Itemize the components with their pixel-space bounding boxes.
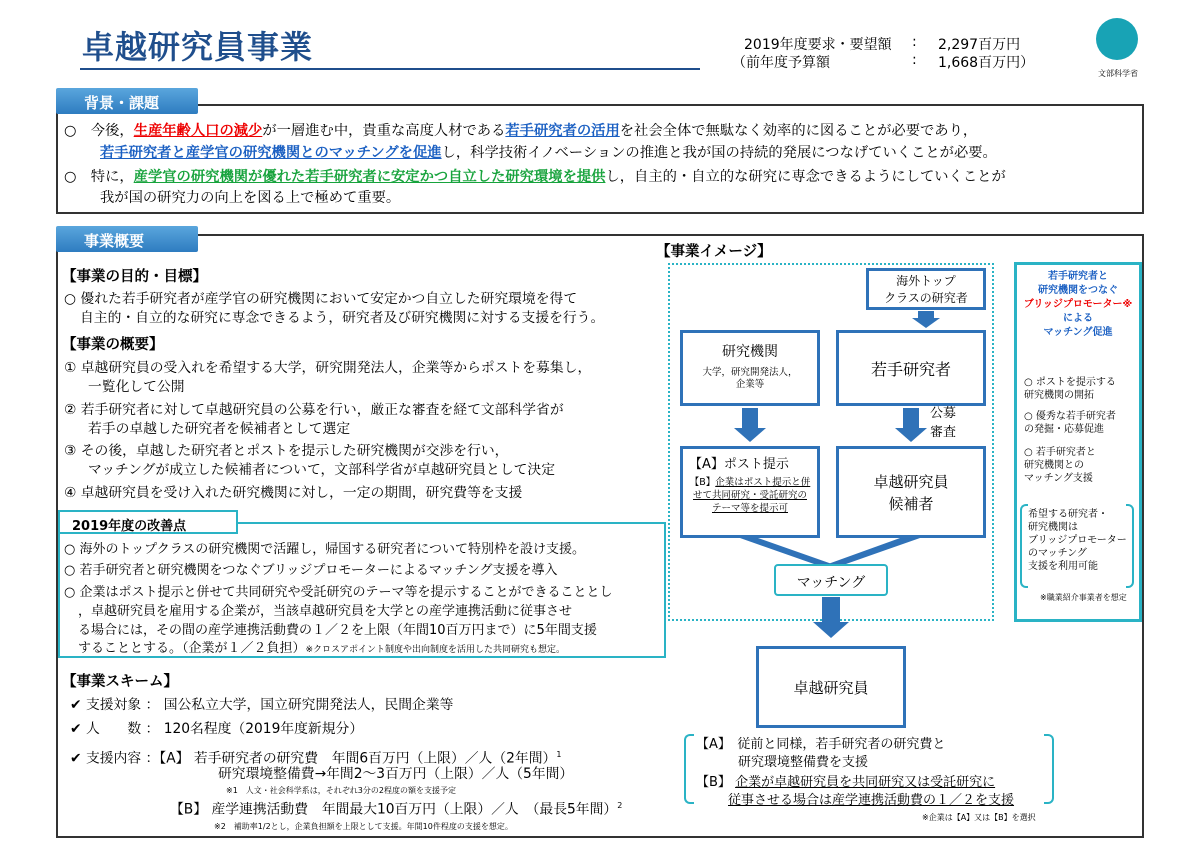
institution-box: 研究機関 大学，研究開発法人， 企業等	[680, 330, 820, 406]
summary-4: ④ 卓越研究員を受け入れた研究機関に対し，一定の期間，研究費等を支援	[64, 485, 523, 501]
background-line-3: ○ 特に，産学官の研究機関が優れた若手研究者に安定かつ自立した研究環境を提供し，自主的・自立的な研究に専念できるようにしていくことが	[64, 169, 1006, 185]
candidate-box: 卓越研究員 候補者	[836, 446, 986, 538]
overview-tab: 事業概要	[56, 226, 198, 252]
bridge-note: ※職業紹介事業者を想定	[1040, 593, 1127, 602]
young-researcher-box: 若手研究者	[836, 330, 986, 406]
check-icon: ✔	[70, 750, 82, 767]
improve-3a: ○ 企業はポスト提示と併せて共同研究や受託研究のテーマ等を提示することができることとし	[64, 585, 613, 600]
bridge-heading: 若手研究者と 研究機関をつなぐ ブリッジプロモーター※ による マッチング促進	[1023, 271, 1133, 338]
page-title: 卓越研究員事業	[82, 28, 314, 66]
prev-label: （前年度予算額	[732, 55, 830, 71]
scheme-note-2: ※2 補助率1/2とし，企業負担額を上限として支援。年間10件程度の支援を想定。	[214, 822, 513, 831]
overseas-box: 海外トップ クラスの研究者	[866, 268, 986, 310]
merge-left-arrow	[740, 538, 832, 564]
summary-2b: 若手の卓越した研究者を候補者として選定	[88, 421, 351, 437]
check-icon: ✔	[70, 721, 82, 737]
matching-arrow-icon	[813, 622, 849, 638]
matching-arrow-shaft	[822, 597, 840, 623]
summary-3b: マッチングが成立した候補者について，文部科学省が卓越研究員として決定	[88, 462, 556, 478]
summary-heading: 【事業の概要】	[62, 337, 164, 353]
note-bracket-left	[684, 734, 694, 804]
final-researcher-box: 卓越研究員	[756, 646, 906, 728]
post-box: 【A】ポスト提示 【B】企業はポスト提示と併せて共同研究・受託研究のテーマ等を提示可	[680, 446, 820, 538]
note-bracket-right	[1044, 734, 1054, 804]
bridge-bullet-2: ○ 優秀な若手研究者 の発掘・応募促進	[1024, 411, 1116, 435]
young-arrow-shaft	[903, 408, 919, 428]
request-label: 2019年度要求・要望額	[744, 37, 892, 53]
scheme-note-1: ※1 人文・社会科学系は，それぞれ3分の2程度の額を支援予定	[226, 786, 456, 795]
summary-1a: ① 卓越研究員の受入れを希望する大学，研究開発法人，企業等からポストを募集し，	[64, 360, 592, 376]
ministry-name: 文部科学省	[1098, 69, 1138, 78]
prev-amount: 1,668百万円）	[938, 55, 1035, 71]
overseas-arrow-icon	[912, 318, 940, 328]
inst-arrow-icon	[734, 428, 766, 442]
summary-1b: 一覧化して公開	[88, 379, 185, 395]
improve-2: ○ 若手研究者と研究機関をつなぐブリッジプロモーターによるマッチング支援を導入	[64, 563, 558, 578]
scheme-support-a2: 研究環境整備費→年間2～3百万円（上限）／人（5年間）	[218, 766, 574, 782]
scheme-target: ✔ 支援対象 ： 国公私立大学，国立研究開発法人，民間企業等	[70, 697, 454, 713]
ministry-logo-icon	[1096, 18, 1138, 60]
summary-2a: ② 若手研究者に対して卓越研究員の公募を行い，厳正な審査を経て文部科学省が	[64, 402, 564, 418]
bridge-inner-bracket-right	[1126, 504, 1134, 588]
improve-3b: ，卓越研究員を雇用する企業が，当該卓越研究員を大学との産学連携活動に従事させ	[78, 604, 573, 619]
final-note-a2: 研究環境整備費を支援	[738, 755, 869, 770]
prev-colon: :	[912, 52, 917, 68]
inst-arrow-shaft	[742, 408, 758, 428]
final-note-choice: ※企業は【A】又は【B】を選択	[922, 813, 1036, 822]
title-underline	[80, 68, 700, 70]
bridge-bullet-3: ○ 若手研究者と 研究機関との マッチング支援	[1024, 447, 1096, 484]
scheme-count: ✔ 人 数 ： 120名程度（2019年度新規分）	[70, 721, 364, 737]
background-tab: 背景・課題	[56, 88, 198, 114]
bridge-inner-bracket-left	[1020, 504, 1028, 588]
improvement-heading: 2019年度の改善点	[58, 510, 238, 534]
improve-3d: することとする。（企業が１／２負担）※クロスアポイント制度や出向制度を活用した共同研究も想定。	[78, 641, 566, 656]
merge-right-arrow	[828, 538, 920, 564]
purpose-heading: 【事業の目的・目標】	[62, 269, 207, 285]
purpose-line-2: 自主的・自立的な研究に専念できるよう，研究者及び研究機関に対する支援を行う。	[80, 310, 605, 326]
background-line-4: 我が国の研究力の向上を図る上で極めて重要。	[100, 190, 401, 206]
image-heading: 【事業イメージ】	[656, 244, 772, 260]
scheme-support-a: ✔ 支援内容 ：【A】 若手研究者の研究費 年間6百万円（上限）／人（2年間）$^1$	[70, 750, 562, 767]
background-line-1: ○ 今後，生産年齢人口の減少が一層進む中，貴重な高度人材である若手研究者の活用を社会全体で無駄なく効率的に図ることが必要であり，	[64, 123, 978, 139]
request-colon: :	[912, 34, 917, 50]
final-note-b2: 従事させる場合は産学連携活動費の１／２を支援	[728, 793, 1015, 808]
summary-3a: ③ その後，卓越した研究者とポストを提示した研究機関が交渉を行い，	[64, 443, 509, 459]
review-label: 公募 審査	[930, 406, 957, 440]
check-icon: ✔	[70, 697, 82, 713]
improve-3c: る場合には，その間の産学連携活動費の１／２を上限（年間10百万円まで）に5年間支援	[78, 623, 597, 638]
scheme-support-b: 【B】 産学連携活動費 年間最大10百万円（上限）／人 （最長5年間）$^2$	[170, 801, 623, 818]
improve-1: ○ 海外のトップクラスの研究機関で活躍し，帰国する研究者について特別枠を設け支援。	[64, 542, 586, 557]
bridge-bullet-1: ○ ポストを提示する 研究機関の開拓	[1024, 377, 1116, 401]
background-line-2: 若手研究者と産学官の研究機関とのマッチングを促進し，科学技術イノベーションの推進と我が国の持続的発展につなげていくことが必要。	[100, 145, 997, 161]
young-arrow-icon	[895, 428, 927, 442]
purpose-line-1: ○ 優れた若手研究者が産学官の研究機関において安定かつ自立した研究環境を得て	[64, 291, 578, 307]
bridge-inner-text: 希望する研究者・ 研究機関は ブリッジプロモーター のマッチング 支援を利用可能	[1028, 509, 1127, 572]
scheme-heading: 【事業スキーム】	[62, 674, 178, 690]
request-amount: 2,297百万円	[938, 37, 1021, 53]
final-note-b1: 【B】 企業が卓越研究員を共同研究又は受託研究に	[696, 775, 996, 790]
final-note-a: 【A】 従前と同様，若手研究者の研究費と	[696, 737, 946, 752]
matching-box: マッチング	[774, 564, 888, 596]
